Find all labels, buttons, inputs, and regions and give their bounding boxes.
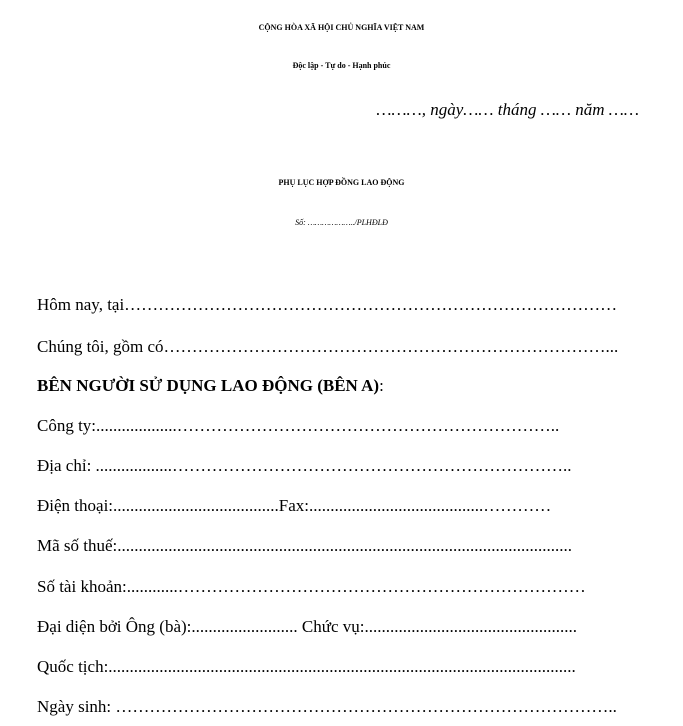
company-field: Công ty:...................………………………………………………………….. — [37, 416, 560, 435]
party-a-heading — [37, 377, 384, 394]
today-at-field: Hôm nay, tại…………………………………………………………………………… — [37, 295, 618, 314]
nationality-field: Quốc tịch:.............................................................................................................. — [37, 657, 576, 676]
date-line: ………, ngày…… tháng …… năm …… — [376, 100, 639, 119]
document-number: Số: ………………../PLHĐLĐ — [295, 218, 388, 227]
representative-field: Đại diện bởi Ông (bà):......................... Chức vụ:.................................................. — [37, 617, 577, 636]
party-a-colon: : — [379, 376, 384, 395]
address-field: Địa chỉ: ..................…………………………………………………………….. — [37, 456, 572, 475]
motto: Độc lập - Tự do - Hạnh phúc — [292, 61, 391, 70]
we-include-field: Chúng tôi, gồm có……………………………………………………………………... — [37, 337, 619, 356]
phone-fax-field: Điện thoại:.......................................Fax:.........................................………… — [37, 496, 552, 515]
birth-date-field: Ngày sinh: …………………………………………………………………………….. — [37, 697, 617, 716]
nation-heading: CỘNG HÒA XÃ HỘI CHỦ NGHĨA VIỆT NAM — [258, 23, 425, 32]
document-title: PHỤ LỤC HỢP ĐỒNG LAO ĐỘNG — [278, 178, 405, 187]
bank-account-field: Số tài khoản:............……………………………………………………………… — [37, 577, 586, 596]
tax-code-field: Mã số thuế:........................................................................................................... — [37, 536, 573, 555]
party-a-heading-text: BÊN NGƯỜI SỬ DỤNG LAO ĐỘNG (BÊN A) — [37, 376, 380, 395]
